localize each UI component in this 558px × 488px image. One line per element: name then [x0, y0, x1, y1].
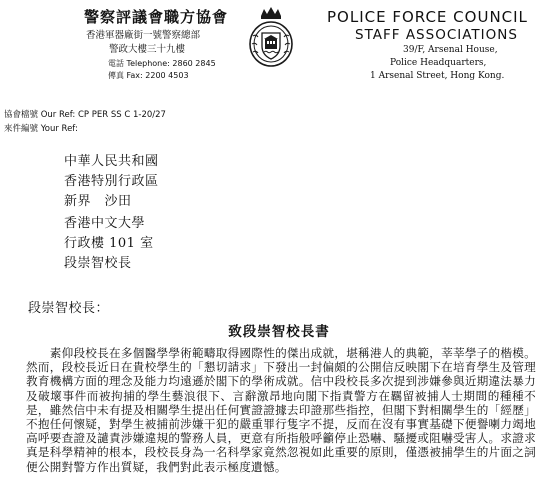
letter-title: 致段崇智校長書 [228, 324, 330, 340]
chinese-address-line1: 香港軍器廠街一號警察總部 [86, 30, 201, 41]
chinese-address-line2: 警政大樓三十九樓 [109, 44, 186, 55]
org-english-subname: STAFF ASSOCIATIONS [355, 27, 518, 43]
addressee-line: 香港特別行政區 [64, 174, 159, 189]
addressee-line: 行政樓 101 室 [64, 236, 154, 251]
org-english-name: POLICE FORCE COUNCIL [327, 8, 528, 26]
our-reference: 協會檔號 Our Ref: CP PER SS C 1-20/27 [4, 110, 166, 120]
telephone: 電話 Telephone: 2860 2845 [108, 59, 216, 68]
addressee-line: 香港中文大學 [64, 216, 146, 231]
salutation: 段崇智校長： [28, 301, 110, 316]
english-address-line3: 1 Arsenal Street, Hong Kong. [370, 71, 505, 81]
addressee-line: 段崇智校長 [64, 256, 132, 271]
letter-body: 素仰段校長在多個醫學學術範疇取得國際性的傑出成就，堪稱港人的典範，莘莘學子的楷模。然而，段校長近日在貴校學生的「懇切請求」下發出一封偏頗的公開信反映閣下在培育學生及管理教育機構方面的理念及能力均遠遜於閣下的學術成就。信中段校長多次提到涉嫌參與近期違法暴力及破壞事件而被拘捕的學生藝浪很下、言辭激昂地向閣下指責警方在羈留被捕人士期間的種種不是，雖然信中未有提及相關學生提出任何實證證據去印證那些指控，但閣下對相關學生的「經歷」不抱任何懷疑，對學生被捕前涉嫌干犯的嚴重罪行隻字不提，反而在沒有事實基礎下便譽喇力竭地高呼要查證及譴責涉嫌違規的警務人員，更意有所指般呼籲停止恐嚇、騷擾或阻嚇受害人。求證求真是科學精神的根本，段校長身為一名科學家竟然忽視如此重要的原則，僅憑被捕學生的片面之詞便公開對警方作出質疑，我們對此表示極度遺憾。 [26, 346, 536, 474]
fax: 傳真 Fax: 2200 4503 [108, 71, 189, 80]
english-address-line2: Police Headquarters, [390, 58, 487, 68]
your-reference: 來件編號 Your Ref: [4, 124, 78, 134]
addressee-line: 新界 沙田 [64, 194, 132, 209]
police-emblem-icon [247, 6, 295, 68]
org-chinese-name: 警察評議會職方協會 [84, 8, 229, 26]
english-address-line1: 39/F, Arsenal House, [403, 45, 498, 55]
addressee-line: 中華人民共和國 [64, 154, 159, 169]
